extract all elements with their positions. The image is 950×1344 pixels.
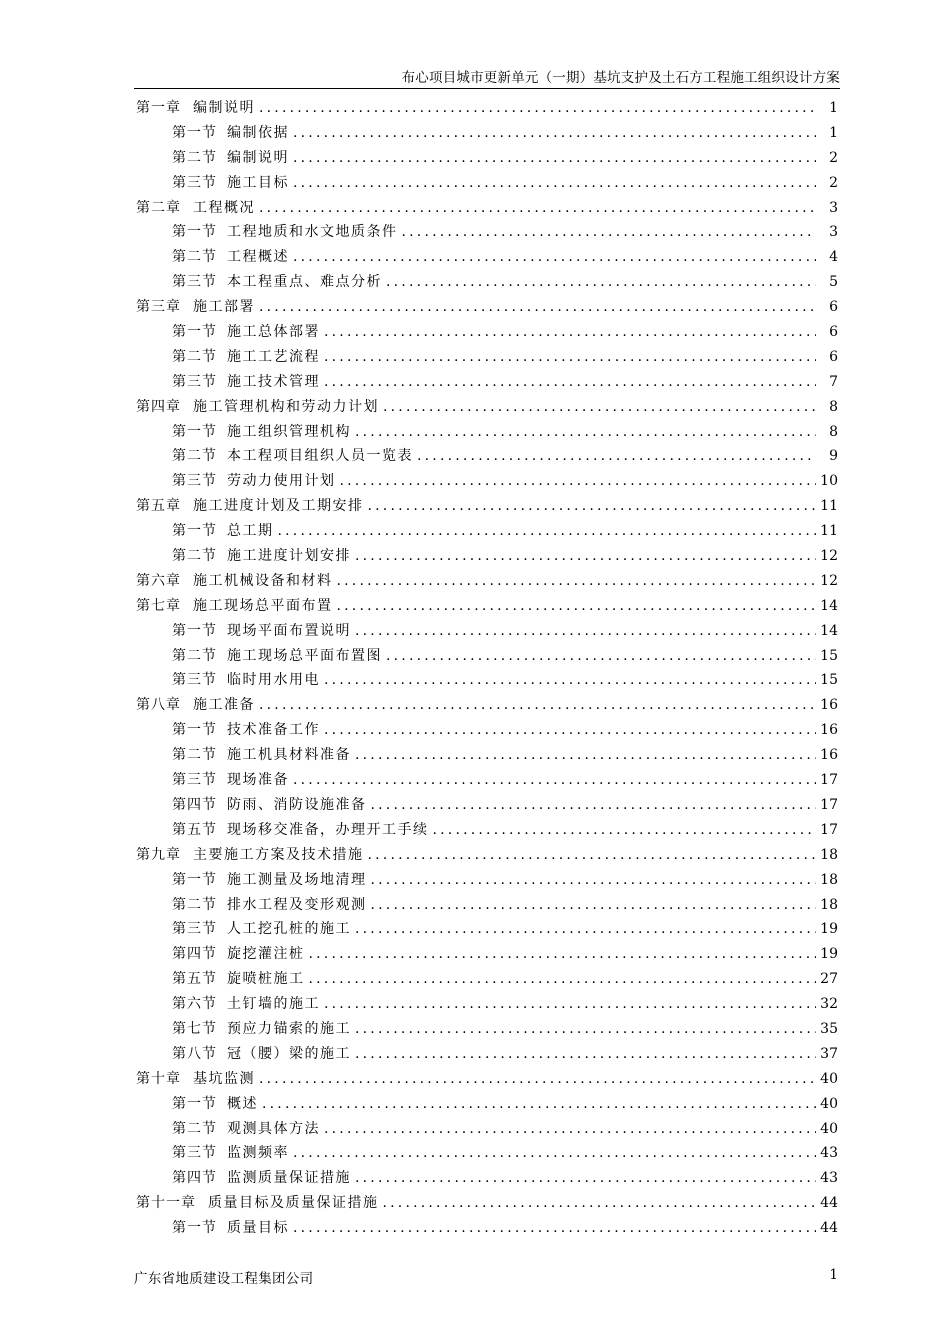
toc-section-entry[interactable] [136, 794, 838, 819]
toc-entry-number: 第一节 [172, 324, 217, 341]
toc-entry-label [172, 122, 289, 142]
toc-dot-leader [433, 822, 817, 838]
toc-entry-number: 第十章 [136, 1070, 181, 1087]
toc-section-entry[interactable] [136, 1118, 838, 1143]
toc-entry-title: 概述 [227, 1095, 258, 1112]
toc-entry-title: 主要施工方案及技术措施 [193, 846, 364, 863]
toc-dot-leader [368, 498, 817, 514]
toc-section-entry[interactable] [136, 445, 838, 470]
toc-entry-number: 第一章 [136, 100, 181, 116]
toc-entry-number: 第四章 [136, 398, 181, 415]
toc-entry-number: 第七章 [136, 597, 181, 614]
toc-entry-page: 6 [829, 348, 838, 365]
toc-entry-page: 40 [820, 1120, 838, 1137]
toc-entry-number: 第一节 [172, 224, 217, 241]
toc-dot-leader [324, 374, 816, 390]
toc-entry-label [136, 97, 255, 117]
toc-entry-title: 观测具体方法 [227, 1120, 320, 1137]
toc-entry-label [172, 1043, 351, 1063]
toc-entry-page: 3 [829, 224, 838, 241]
toc-entry-label [136, 595, 333, 615]
toc-section-entry[interactable] [136, 1142, 838, 1167]
toc-entry-number: 第二节 [172, 149, 217, 166]
toc-entry-number: 第一节 [172, 1095, 217, 1112]
toc-section-entry[interactable] [136, 545, 838, 570]
toc-dot-leader [259, 697, 816, 713]
toc-entry-page: 3 [829, 199, 838, 216]
toc-entry-label [172, 520, 274, 540]
toc-section-entry[interactable] [136, 943, 838, 968]
toc-entry-label [172, 271, 382, 291]
toc-section-entry[interactable] [136, 1093, 838, 1118]
toc-entry-number: 第一节 [172, 722, 217, 739]
toc-entry-title: 施工管理机构和劳动力计划 [193, 398, 379, 415]
toc-entry-number: 第一节 [172, 523, 217, 540]
toc-entry-label [172, 1167, 351, 1187]
toc-entry-page: 44 [820, 1220, 838, 1237]
toc-dot-leader [262, 1096, 816, 1112]
toc-entry-label [172, 1217, 289, 1237]
toc-entry-number: 第二节 [172, 896, 217, 913]
toc-section-entry[interactable] [136, 520, 838, 545]
toc-entry-label [172, 869, 367, 889]
toc-dot-leader [371, 872, 817, 888]
toc-entry-page: 15 [820, 672, 838, 689]
toc-chapter-entry[interactable] [136, 1192, 838, 1217]
toc-section-entry[interactable] [136, 122, 838, 147]
toc-entry-number: 第九章 [136, 846, 181, 863]
toc-entry-page: 16 [820, 747, 838, 764]
toc-entry-title: 基坑监测 [193, 1070, 255, 1087]
toc-entry-page: 40 [820, 1095, 838, 1112]
toc-entry-page: 10 [820, 473, 838, 490]
toc-dot-leader [417, 448, 816, 464]
toc-entry-number: 第五章 [136, 498, 181, 515]
footer-company: 广东省地质建设工程集团公司 [134, 1271, 314, 1287]
toc-entry-title: 总工期 [227, 523, 274, 540]
toc-entry-label [172, 719, 320, 739]
toc-entry-page: 43 [820, 1170, 838, 1187]
toc-entry-title: 排水工程及变形观测 [227, 896, 367, 913]
toc-entry-label [172, 470, 336, 490]
toc-entry-label [172, 1142, 289, 1162]
toc-entry-label [172, 172, 289, 192]
toc-dot-leader [355, 1170, 816, 1186]
toc-entry-title: 现场准备 [227, 772, 289, 789]
toc-entry-title: 工程概述 [227, 249, 289, 266]
toc-entry-title: 人工挖孔桩的施工 [227, 921, 351, 938]
toc-section-entry[interactable] [136, 1217, 838, 1242]
toc-chapter-entry[interactable] [136, 694, 838, 719]
toc-entry-label [136, 1068, 255, 1088]
toc-entry-number: 第三节 [172, 473, 217, 490]
toc-dot-leader [309, 946, 817, 962]
toc-chapter-entry[interactable] [136, 396, 838, 421]
toc-dot-leader [355, 1021, 816, 1037]
toc-section-entry[interactable] [136, 371, 838, 396]
toc-entry-page: 6 [829, 324, 838, 341]
toc-entry-label [136, 570, 333, 590]
toc-chapter-entry[interactable] [136, 97, 838, 122]
toc-section-entry[interactable] [136, 271, 838, 296]
toc-entry-label [136, 694, 255, 714]
document-title: 布心项目城市更新单元（一期）基坑支护及土石方工程施工组织设计方案 [401, 70, 840, 86]
toc-entry-page: 40 [820, 1070, 838, 1087]
toc-entry-number: 第二节 [172, 747, 217, 764]
toc-section-entry[interactable] [136, 620, 838, 645]
toc-entry-page: 19 [820, 946, 838, 963]
toc-entry-number: 第一节 [172, 871, 217, 888]
toc-entry-label [172, 744, 351, 764]
toc-chapter-entry[interactable] [136, 595, 838, 620]
toc-entry-page: 2 [829, 174, 838, 191]
toc-dot-leader [293, 150, 816, 166]
toc-entry-label [136, 197, 255, 217]
toc-dot-leader [337, 598, 817, 614]
toc-entry-page: 18 [820, 846, 838, 863]
toc-entry-page: 12 [820, 548, 838, 565]
toc-entry-number: 第七节 [172, 1020, 217, 1037]
toc-entry-page: 8 [829, 398, 838, 415]
toc-dot-leader [324, 722, 816, 738]
toc-entry-label [172, 445, 413, 465]
toc-dot-leader [355, 1046, 816, 1062]
toc-entry-page: 7 [829, 373, 838, 390]
toc-entry-page: 17 [820, 821, 838, 838]
toc-entry-page: 2 [829, 149, 838, 166]
toc-section-entry[interactable] [136, 1018, 838, 1043]
toc-entry-label [172, 894, 367, 914]
toc-section-entry[interactable] [136, 669, 838, 694]
toc-entry-title: 监测质量保证措施 [227, 1170, 351, 1187]
toc-entry-title: 质量目标 [227, 1220, 289, 1237]
toc-entry-page: 37 [820, 1045, 838, 1062]
toc-entry-page: 17 [820, 772, 838, 789]
toc-entry-page: 11 [820, 498, 838, 515]
toc-section-entry[interactable] [136, 147, 838, 172]
toc-dot-leader [324, 672, 816, 688]
toc-entry-label [172, 221, 398, 241]
toc-entry-title: 施工目标 [227, 174, 289, 191]
toc-entry-title: 冠（腰）梁的施工 [227, 1045, 351, 1062]
toc-entry-title: 监测频率 [227, 1145, 289, 1162]
toc-entry-title: 编制依据 [227, 124, 289, 141]
toc-entry-label [172, 993, 320, 1013]
toc-entry-number: 第三节 [172, 772, 217, 789]
toc-dot-leader [355, 548, 816, 564]
toc-chapter-entry[interactable] [136, 296, 838, 321]
toc-entry-page: 32 [820, 996, 838, 1013]
toc-entry-page: 27 [820, 971, 838, 988]
toc-entry-title: 工程概况 [193, 199, 255, 216]
toc-entry-page: 12 [820, 572, 838, 589]
toc-entry-page: 1 [829, 124, 838, 141]
toc-entry-label [172, 371, 320, 391]
toc-entry-label [172, 246, 289, 266]
toc-entry-title: 施工现场总平面布置 [193, 597, 333, 614]
toc-dot-leader [278, 523, 817, 539]
toc-entry-number: 第二节 [172, 249, 217, 266]
toc-entry-title: 施工准备 [193, 697, 255, 714]
toc-dot-leader [355, 623, 816, 639]
toc-entry-number: 第十一章 [136, 1195, 196, 1212]
toc-chapter-entry[interactable] [136, 495, 838, 520]
toc-entry-label [172, 1093, 258, 1113]
toc-entry-title: 预应力锚索的施工 [227, 1020, 351, 1037]
toc-section-entry[interactable] [136, 819, 838, 844]
toc-entry-number: 第二节 [172, 1120, 217, 1137]
toc-entry-label [136, 396, 379, 416]
toc-entry-title: 施工技术管理 [227, 373, 320, 390]
toc-entry-title: 施工现场总平面布置图 [227, 647, 382, 664]
toc-entry-page: 44 [820, 1195, 838, 1212]
toc-dot-leader [259, 299, 816, 315]
toc-entry-label [172, 943, 305, 963]
toc-entry-title: 质量目标及质量保证措施 [208, 1195, 379, 1212]
toc-entry-number: 第三节 [172, 672, 217, 689]
toc-entry-title: 施工进度计划及工期安排 [193, 498, 364, 515]
toc-entry-number: 第三节 [172, 921, 217, 938]
toc-dot-leader [383, 1195, 817, 1211]
toc-entry-label [136, 844, 364, 864]
toc-entry-title: 本工程重点、难点分析 [227, 274, 382, 291]
toc-dot-leader [386, 274, 816, 290]
toc-entry-label [172, 1018, 351, 1038]
toc-entry-page: 43 [820, 1145, 838, 1162]
toc-section-entry[interactable] [136, 246, 838, 271]
toc-entry-title: 防雨、消防设施准备 [227, 796, 367, 813]
toc-entry-label [172, 620, 351, 640]
toc-entry-label [172, 545, 351, 565]
toc-entry-label [136, 495, 364, 515]
toc-entry-title: 工程地质和水文地质条件 [227, 224, 398, 241]
toc-entry-page: 16 [820, 697, 838, 714]
toc-dot-leader [293, 772, 816, 788]
toc-entry-number: 第四节 [172, 1170, 217, 1187]
toc-dot-leader [293, 1145, 816, 1161]
toc-entry-page: 17 [820, 796, 838, 813]
toc-entry-title: 施工部署 [193, 299, 255, 316]
toc-entry-title: 编制说明 [227, 149, 289, 166]
toc-section-entry[interactable] [136, 1167, 838, 1192]
toc-entry-page: 18 [820, 871, 838, 888]
toc-dot-leader [371, 897, 817, 913]
toc-dot-leader [371, 797, 817, 813]
toc-entry-title: 旋挖灌注桩 [227, 946, 305, 963]
toc-dot-leader [386, 648, 816, 664]
toc-entry-title: 本工程项目组织人员一览表 [227, 448, 413, 465]
toc-entry-number: 第二节 [172, 448, 217, 465]
toc-entry-title: 施工测量及场地清理 [227, 871, 367, 888]
toc-entry-title: 施工组织管理机构 [227, 423, 351, 440]
toc-section-entry[interactable] [136, 894, 838, 919]
toc-chapter-entry[interactable] [136, 197, 838, 222]
toc-entry-label [172, 645, 382, 665]
toc-dot-leader [293, 249, 816, 265]
toc-entry-number: 第一节 [172, 423, 217, 440]
toc-entry-title: 施工机具材料准备 [227, 747, 351, 764]
toc-entry-title: 临时用水用电 [227, 672, 320, 689]
toc-entry-label [172, 918, 351, 938]
toc-dot-leader [402, 224, 817, 240]
toc-entry-title: 现场平面布置说明 [227, 622, 351, 639]
toc-entry-title: 土钉墙的施工 [227, 996, 320, 1013]
toc-entry-page: 8 [829, 423, 838, 440]
toc-entry-number: 第六章 [136, 572, 181, 589]
toc-entry-page: 1 [829, 100, 838, 116]
toc-chapter-entry[interactable] [136, 844, 838, 869]
toc-dot-leader [324, 349, 816, 365]
toc-entry-page: 11 [820, 523, 838, 540]
toc-entry-title: 施工工艺流程 [227, 348, 320, 365]
toc-entry-page: 14 [820, 597, 838, 614]
toc-entry-number: 第三节 [172, 174, 217, 191]
toc-section-entry[interactable] [136, 744, 838, 769]
footer-page-number: 1 [829, 1267, 838, 1283]
toc-entry-number: 第一节 [172, 1220, 217, 1237]
toc-dot-leader [340, 473, 817, 489]
toc-entry-page: 35 [820, 1020, 838, 1037]
toc-entry-number: 第五节 [172, 821, 217, 838]
toc-entry-label [172, 321, 320, 341]
toc-section-entry[interactable] [136, 1043, 838, 1068]
toc-dot-leader [383, 399, 816, 415]
toc-entry-label [172, 147, 289, 167]
toc-section-entry[interactable] [136, 221, 838, 246]
toc-entry-number: 第二节 [172, 348, 217, 365]
toc-entry-number: 第一节 [172, 622, 217, 639]
toc-section-entry[interactable] [136, 346, 838, 371]
toc-dot-leader [355, 747, 816, 763]
toc-dot-leader [293, 1220, 816, 1236]
toc-dot-leader [324, 996, 816, 1012]
toc-entry-page: 5 [829, 274, 838, 291]
toc-entry-title: 技术准备工作 [227, 722, 320, 739]
toc-dot-leader [309, 971, 817, 987]
toc-section-entry[interactable] [136, 769, 838, 794]
toc-entry-title: 施工机械设备和材料 [193, 572, 333, 589]
toc-entry-label [172, 819, 429, 839]
toc-entry-number: 第八章 [136, 697, 181, 714]
toc-dot-leader [355, 424, 816, 440]
toc-dot-leader [324, 1121, 816, 1137]
toc-dot-leader [293, 125, 816, 141]
toc-section-entry[interactable] [136, 719, 838, 744]
toc-dot-leader [259, 200, 816, 216]
toc-section-entry[interactable] [136, 421, 838, 446]
toc-entry-page: 15 [820, 647, 838, 664]
toc-section-entry[interactable] [136, 172, 838, 197]
toc-section-entry[interactable] [136, 321, 838, 346]
toc-chapter-entry[interactable] [136, 1068, 838, 1093]
table-of-contents [136, 97, 838, 1242]
toc-entry-number: 第三节 [172, 1145, 217, 1162]
toc-section-entry[interactable] [136, 869, 838, 894]
toc-section-entry[interactable] [136, 645, 838, 670]
toc-entry-number: 第四节 [172, 946, 217, 963]
toc-entry-number: 第一节 [172, 124, 217, 141]
toc-dot-leader [324, 324, 816, 340]
toc-entry-number: 第二节 [172, 647, 217, 664]
toc-entry-title: 现场移交准备，办理开工手续 [227, 821, 429, 838]
toc-entry-label [172, 1118, 320, 1138]
toc-entry-label [172, 346, 320, 366]
toc-entry-number: 第三章 [136, 299, 181, 316]
toc-section-entry[interactable] [136, 968, 838, 993]
toc-entry-label [136, 296, 255, 316]
toc-entry-title: 施工进度计划安排 [227, 548, 351, 565]
toc-section-entry[interactable] [136, 918, 838, 943]
toc-dot-leader [259, 100, 816, 116]
page-header [134, 62, 840, 89]
toc-dot-leader [355, 921, 816, 937]
toc-entry-number: 第六节 [172, 996, 217, 1013]
toc-section-entry[interactable] [136, 470, 838, 495]
toc-entry-title: 施工总体部署 [227, 324, 320, 341]
toc-entry-label [136, 1192, 379, 1212]
toc-entry-page: 18 [820, 896, 838, 913]
toc-entry-page: 6 [829, 299, 838, 316]
toc-entry-number: 第五节 [172, 971, 217, 988]
toc-dot-leader [259, 1071, 816, 1087]
toc-entry-number: 第四节 [172, 796, 217, 813]
toc-chapter-entry[interactable] [136, 570, 838, 595]
toc-section-entry[interactable] [136, 993, 838, 1018]
toc-entry-number: 第二章 [136, 199, 181, 216]
toc-entry-page: 9 [829, 448, 838, 465]
toc-entry-page: 19 [820, 921, 838, 938]
toc-dot-leader [337, 573, 817, 589]
toc-entry-number: 第三节 [172, 274, 217, 291]
toc-entry-number: 第三节 [172, 373, 217, 390]
toc-entry-title: 旋喷桩施工 [227, 971, 305, 988]
toc-entry-label [172, 794, 367, 814]
toc-entry-page: 4 [829, 249, 838, 266]
toc-dot-leader [293, 175, 816, 191]
toc-entry-page: 16 [820, 722, 838, 739]
toc-entry-page: 14 [820, 622, 838, 639]
toc-entry-number: 第八节 [172, 1045, 217, 1062]
toc-entry-number: 第二节 [172, 548, 217, 565]
toc-entry-title: 劳动力使用计划 [227, 473, 336, 490]
toc-entry-title: 编制说明 [193, 100, 255, 116]
toc-dot-leader [368, 847, 817, 863]
toc-entry-label [172, 769, 289, 789]
toc-entry-label [172, 669, 320, 689]
toc-entry-label [172, 421, 351, 441]
toc-entry-label [172, 968, 305, 988]
